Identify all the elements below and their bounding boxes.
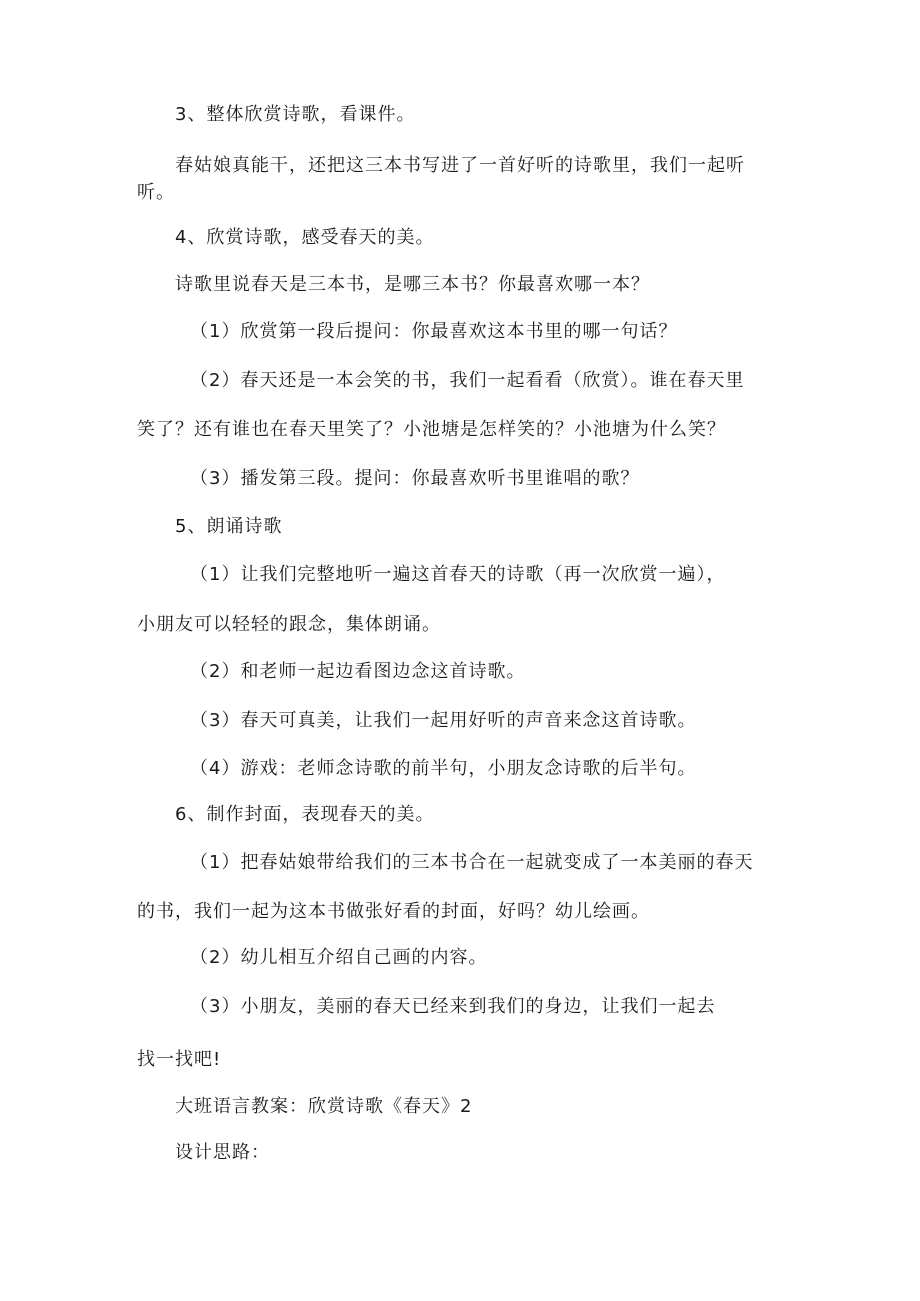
step-6-heading: 6、制作封面，表现春天的美。 (175, 804, 435, 825)
list-item: （3）小朋友，美丽的春天已经来到我们的身边，让我们一起去 (190, 996, 716, 1017)
list-item: （3）春天可真美，让我们一起用好听的声音来念这首诗歌。 (190, 710, 697, 731)
list-item: （1）让我们完整地听一遍这首春天的诗歌（再一次欣赏一遍）， (190, 564, 726, 585)
paragraph-line: 笑了？还有谁也在春天里笑了？小池塘是怎样笑的？小池塘为什么笑？ (137, 419, 726, 440)
list-item: （1）欣赏第一段后提问：你最喜欢这本书里的哪一句话？ (190, 321, 678, 342)
paragraph-line: 小朋友可以轻轻的跟念，集体朗诵。 (137, 614, 441, 635)
list-item: （1）把春姑娘带给我们的三本书合在一起就变成了一本美丽的春天 (190, 852, 754, 873)
paragraph-line: 听。 (137, 182, 175, 203)
list-item: （3）播发第三段。提问：你最喜欢听书里谁唱的歌？ (190, 468, 640, 489)
list-item: （2）春天还是一本会笑的书，我们一起看看（欣赏）。谁在春天里 (190, 370, 745, 391)
paragraph-line: 的书，我们一起为这本书做张好看的封面，好吗？幼儿绘画。 (137, 901, 650, 922)
list-item: （2）幼儿相互介绍自己画的内容。 (190, 947, 488, 968)
paragraph-line: 春姑娘真能干，还把这三本书写进了一首好听的诗歌里，我们一起听 (175, 155, 745, 176)
subsection-heading: 设计思路： (175, 1142, 270, 1163)
step-4-heading: 4、欣赏诗歌，感受春天的美。 (175, 227, 435, 248)
section-title: 大班语言教案：欣赏诗歌《春天》2 (175, 1096, 473, 1117)
step-5-heading: 5、朗诵诗歌 (175, 516, 283, 537)
list-item: （4）游戏：老师念诗歌的前半句，小朋友念诗歌的后半句。 (190, 758, 697, 779)
paragraph-line: 找一找吧! (137, 1049, 222, 1070)
step-3-heading: 3、整体欣赏诗歌，看课件。 (175, 104, 416, 125)
paragraph-line: 诗歌里说春天是三本书，是哪三本书？你最喜欢哪一本？ (175, 274, 650, 295)
list-item: （2）和老师一起边看图边念这首诗歌。 (190, 661, 526, 682)
